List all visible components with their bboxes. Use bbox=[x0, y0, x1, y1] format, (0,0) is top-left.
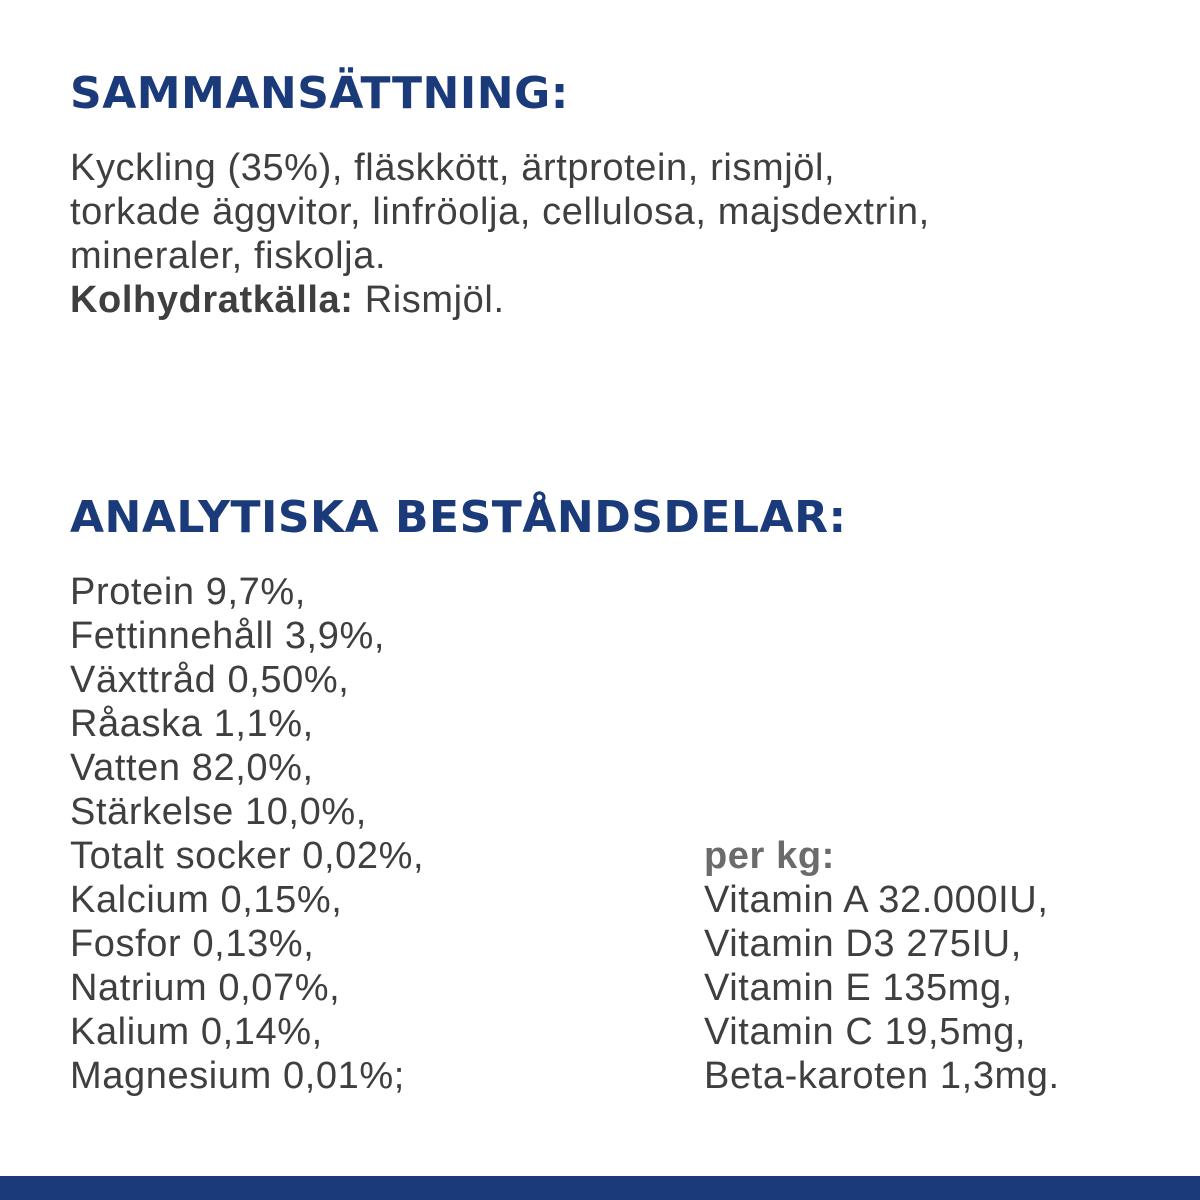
carbohydrate-source-label: Kolhydratkälla: bbox=[70, 279, 354, 321]
vitamin-item: Vitamin D3 275IU, bbox=[704, 923, 1022, 965]
per-kg-heading: per kg: bbox=[704, 835, 835, 877]
vitamin-item: Vitamin A 32.000IU, bbox=[704, 879, 1049, 921]
analytical-item: Fettinnehåll 3,9%, bbox=[70, 615, 385, 657]
carbohydrate-source-value: Rismjöl. bbox=[353, 279, 505, 321]
ingredients-line: Kyckling (35%), fläskkött, ärtprotein, rismjöl, bbox=[70, 147, 836, 189]
analytical-item: Magnesium 0,01%; bbox=[70, 1055, 405, 1097]
vitamin-item: Beta-karoten 1,3mg. bbox=[704, 1055, 1060, 1097]
analytical-item: Protein 9,7%, bbox=[70, 571, 306, 613]
analytical-item: Totalt socker 0,02%, bbox=[70, 835, 425, 877]
analytical-heading: ANALYTISKA BESTÅNDSDELAR: bbox=[70, 492, 847, 543]
carbohydrate-source bbox=[70, 278, 1150, 322]
ingredients-line: mineraler, fiskolja. bbox=[70, 235, 387, 277]
analytical-item: Vatten 82,0%, bbox=[70, 747, 314, 789]
analytical-item: Kalium 0,14%, bbox=[70, 1011, 323, 1053]
composition-heading: SAMMANSÄTTNING: bbox=[70, 68, 569, 119]
analytical-list bbox=[70, 570, 424, 1098]
vitamin-item: Vitamin E 135mg, bbox=[704, 967, 1013, 1009]
analytical-item: Stärkelse 10,0%, bbox=[70, 791, 367, 833]
analytical-item: Kalcium 0,15%, bbox=[70, 879, 343, 921]
vitamin-item: Vitamin C 19,5mg, bbox=[704, 1011, 1027, 1053]
analytical-item: Råaska 1,1%, bbox=[70, 703, 314, 745]
vitamin-list bbox=[704, 834, 1060, 1098]
composition-text bbox=[70, 146, 1150, 322]
analytical-item: Fosfor 0,13%, bbox=[70, 923, 315, 965]
ingredients-line: torkade äggvitor, linfröolja, cellulosa, majsdextrin, bbox=[70, 191, 930, 233]
analytical-item: Natrium 0,07%, bbox=[70, 967, 341, 1009]
analytical-item: Växttråd 0,50%, bbox=[70, 659, 350, 701]
footer-bar bbox=[0, 1176, 1200, 1200]
